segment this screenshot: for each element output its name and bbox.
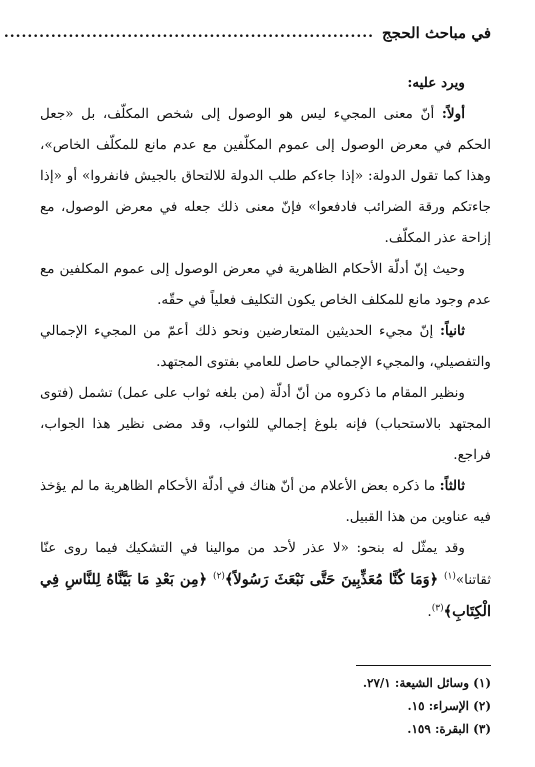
paragraph-text: ما ذكره بعض الأعلام من أنّ هناك في أدلّة الأحكام الظاهرية ما لم يؤخذ فيه عناوين من هذا القبيل. <box>40 478 491 525</box>
paragraph-second: وحيث إنّ أدلّة الأحكام الظاهرية في معرض الوصول إلى عموم المكلفين مع عدم وجود مانع للمكلف الخاص يكون التكليف فعلياً في حقّه. <box>40 261 491 308</box>
quran-verse-2: ﴿مِن بَعْدِ مَا بَيَّنَّاهُ لِلنَّاسِ فِي الْكِتَابِ﴾ <box>40 571 491 620</box>
paragraph-lead: أولاً: <box>441 106 465 122</box>
paragraph-first <box>40 99 491 254</box>
paragraph-text: إنّ مجيء الحديثين المتعارضين ونحو ذلك أعمّ من المجيء الإجمالي والتفصيلي، والمجيء الإجمالي حاصل للعامي بفتوى المجتهد. <box>40 323 491 370</box>
footnote-ref-2[interactable]: (٢) <box>213 571 225 582</box>
page-header <box>3 20 491 46</box>
intro-line: ويرد عليه: <box>407 75 465 91</box>
paragraph-text: وقد يمثّل له بنحو: «لا عذر لأحد من موالينا في التشكيك فيما روى عنّا ثقاتنا» <box>40 540 492 588</box>
footnote-item: (١) وسائل الشيعة: ٢٧/١. <box>362 676 491 690</box>
main-text <box>40 68 491 628</box>
header-dot-leader: ............................................................... <box>3 25 374 41</box>
footnote-ref-1[interactable]: (١) <box>443 571 456 582</box>
footnote-ref-3[interactable]: (٣) <box>431 603 444 614</box>
quran-verse-1: ﴿وَمَا كُنَّا مُعَذِّبِينَ حَتَّى نَبْعَثَ رَسُولاً﴾ <box>224 571 444 588</box>
footnote-item: (٢) الإسراء: ١٥. <box>407 699 491 713</box>
running-title: في مباحث الحجج <box>381 24 491 42</box>
paragraph-lead: ثانياً: <box>440 323 465 339</box>
footnote-item: (٣) البقرة: ١٥٩. <box>407 722 491 736</box>
paragraph-lead: ثالثاً: <box>439 478 465 494</box>
paragraph-fourth: ونظير المقام ما ذكروه من أنّ أدلّة (من بلغه ثواب على عمل) تشمل (فتوى المجتهد بالاستحباب) فإنه بلوغ إجمالي للثواب، وقد مضى نظير هذا الجواب، فراجع. <box>40 385 491 463</box>
paragraph-third <box>40 316 491 378</box>
footnotes <box>40 672 491 741</box>
paragraph-text: أنّ معنى المجيء ليس هو الوصول إلى شخص المكلّف، بل «جعل الحكم في معرض الوصول إلى عموم المكلّفين مع عدم مانع للمكلّف الخاص»، وهذا كما تقول الدولة: «إذا جاءكم طلب الدولة للالتحاق بالجيش فانفروا» أو «إذا جاءتكم ورقة الضرائب فادفعوا» فإنّ معنى ذلك جعله في معرض الوصول، مع إزاحة عذر المكلّف. <box>40 106 491 246</box>
paragraph-fifth <box>40 471 491 533</box>
footnote-separator <box>356 665 491 666</box>
paragraph-end: . <box>427 604 432 620</box>
paragraph-sixth <box>40 533 491 628</box>
